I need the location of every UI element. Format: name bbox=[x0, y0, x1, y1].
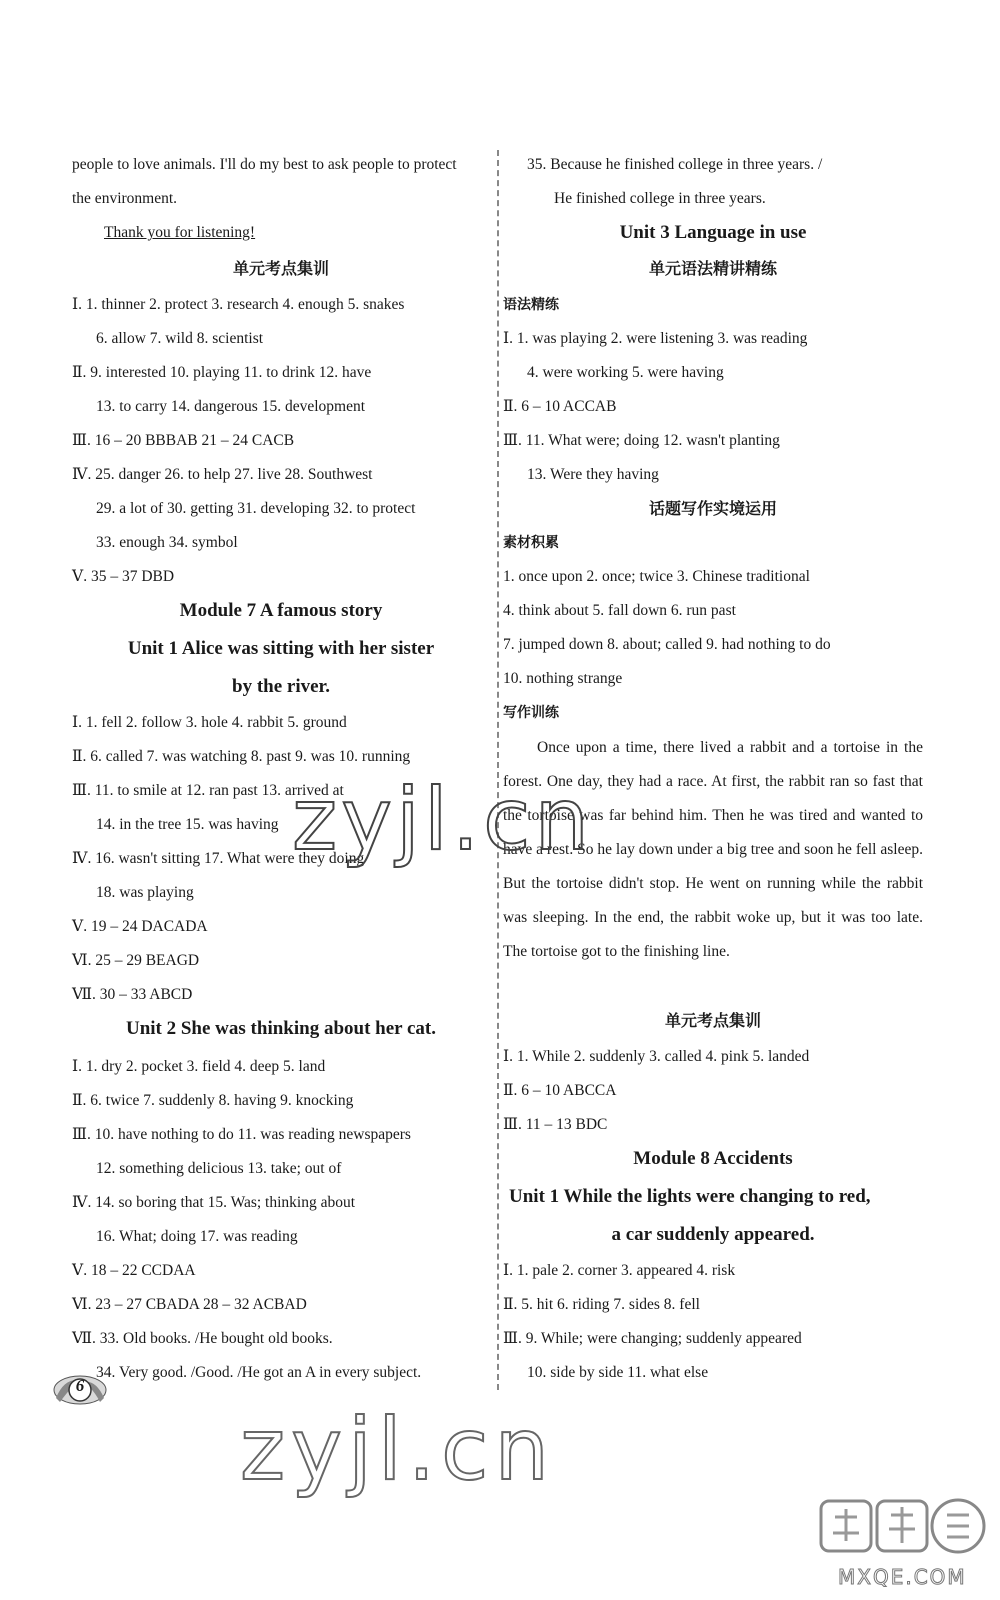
unit-heading: Unit 1 While the lights were changing to red, bbox=[509, 1186, 871, 1207]
answer-line: Ⅲ. 11. What were; doing 12. wasn't planting bbox=[503, 432, 780, 449]
answer-line: 1. once upon 2. once; twice 3. Chinese traditional bbox=[503, 568, 810, 585]
answer-line: Ⅱ. 6. called 7. was watching 8. past 9. was 10. running bbox=[72, 748, 411, 765]
subsection-title: 素材积累 bbox=[503, 535, 559, 551]
answer-line: Ⅱ. 6. twice 7. suddenly 8. having 9. knocking bbox=[72, 1092, 354, 1109]
module-heading: Module 8 Accidents bbox=[633, 1148, 793, 1169]
subsection-title: 写作训练 bbox=[503, 705, 559, 721]
answer-line: 35. Because he finished college in three years. / bbox=[527, 156, 823, 173]
answer-line: 6. allow 7. wild 8. scientist bbox=[96, 330, 264, 347]
answer-line: 29. a lot of 30. getting 31. developing 32. to protect bbox=[96, 500, 416, 517]
answer-line: Ⅰ. 1. While 2. suddenly 3. called 4. pink 5. landed bbox=[503, 1048, 810, 1065]
answer-line: 4. were working 5. were having bbox=[527, 364, 724, 381]
unit-heading: Unit 3 Language in use bbox=[619, 222, 807, 243]
answer-line: Ⅰ. 1. thinner 2. protect 3. research 4. enough 5. snakes bbox=[72, 296, 405, 313]
unit-heading-cont: a car suddenly appeared. bbox=[611, 1224, 815, 1245]
unit-heading: Unit 2 She was thinking about her cat. bbox=[125, 1018, 437, 1039]
answer-line: Ⅰ. 1. dry 2. pocket 3. field 4. deep 5. land bbox=[72, 1058, 326, 1075]
module-heading: Module 7 A famous story bbox=[179, 600, 383, 621]
answer-line: 14. in the tree 15. was having bbox=[96, 816, 279, 833]
answer-line: 18. was playing bbox=[96, 884, 194, 901]
page-number-badge bbox=[50, 1368, 110, 1408]
answer-line: Ⅳ. 14. so boring that 15. Was; thinking about bbox=[72, 1194, 356, 1211]
answer-line: Ⅰ. 1. pale 2. corner 3. appeared 4. risk bbox=[503, 1262, 736, 1279]
answer-line: Ⅶ. 30 – 33 ABCD bbox=[72, 986, 193, 1003]
answer-line: 10. nothing strange bbox=[503, 670, 623, 687]
answer-line: Ⅴ. 35 – 37 DBD bbox=[72, 568, 175, 585]
watermark-text: zyjl.cn bbox=[240, 1400, 555, 1500]
intro-line: the environment. bbox=[72, 190, 178, 207]
answer-line: 13. Were they having bbox=[527, 466, 659, 483]
answer-line: Ⅱ. 5. hit 6. riding 7. sides 8. fell bbox=[503, 1296, 700, 1313]
section-title: 话题写作实境运用 bbox=[648, 499, 777, 518]
answer-line: Ⅱ. 6 – 10 ABCCA bbox=[503, 1082, 617, 1099]
unit-heading-cont: by the river. bbox=[232, 676, 330, 697]
answer-line: Ⅳ. 16. wasn't sitting 17. What were they doing bbox=[72, 850, 365, 867]
answer-line: Ⅴ. 19 – 24 DACADA bbox=[72, 918, 208, 935]
section-title: 单元考点集训 bbox=[664, 1011, 761, 1030]
intro-closing: Thank you for listening! bbox=[104, 224, 256, 241]
answer-line: 12. something delicious 13. take; out of bbox=[96, 1160, 342, 1177]
answer-line: Ⅳ. 25. danger 26. to help 27. live 28. Southwest bbox=[72, 466, 373, 483]
intro-line: people to love animals. I'll do my best to ask people to protect bbox=[72, 156, 457, 173]
section-title: 单元考点集训 bbox=[232, 259, 329, 278]
answer-line: 4. think about 5. fall down 6. run past bbox=[503, 602, 736, 619]
answer-line: Ⅴ. 18 – 22 CCDAA bbox=[72, 1262, 196, 1279]
answer-line: 10. side by side 11. what else bbox=[527, 1364, 709, 1381]
answer-line: He finished college in three years. bbox=[554, 190, 766, 207]
page-number: 6 bbox=[75, 1376, 85, 1395]
answer-line: Ⅱ. 6 – 10 ACCAB bbox=[503, 398, 617, 415]
answer-line: Ⅲ. 16 – 20 BBBAB 21 – 24 CACB bbox=[72, 432, 295, 449]
answer-line: 34. Very good. /Good. /He got an A in every subject. bbox=[96, 1364, 422, 1381]
answer-line: 7. jumped down 8. about; called 9. had nothing to do bbox=[503, 636, 831, 653]
answer-line: Ⅲ. 11 – 13 BDC bbox=[503, 1116, 608, 1133]
answer-line: 13. to carry 14. dangerous 15. development bbox=[96, 398, 366, 415]
answer-line: Ⅰ. 1. was playing 2. were listening 3. was reading bbox=[503, 330, 808, 347]
watermark-logo-text: MXQE.COM bbox=[838, 1565, 967, 1589]
sample-essay: Once upon a time, there lived a rabbit and a tortoise in the forest. One day, they had a race. At first, the rabbit ran so fast that the tortoise was far behind him. Then he was tired and wanted to have a rest. So he lay down under a big tree and soon he fell asleep. But the tortoise didn't stop. He went on running while the rabbit was sleeping. In the end, the rabbit woke up, but it was too late. The tortoise got to the finishing line. bbox=[503, 739, 923, 960]
section-title: 单元语法精讲精练 bbox=[648, 259, 777, 278]
answer-line: Ⅲ. 9. While; were changing; suddenly appeared bbox=[503, 1330, 802, 1347]
answer-line: Ⅱ. 9. interested 10. playing 11. to drink 12. have bbox=[72, 364, 372, 381]
subsection-title: 语法精练 bbox=[503, 297, 559, 313]
answer-line: Ⅲ. 11. to smile at 12. ran past 13. arrived at bbox=[72, 782, 344, 799]
answer-line: Ⅲ. 10. have nothing to do 11. was reading newspapers bbox=[72, 1126, 411, 1143]
answer-line: Ⅶ. 33. Old books. /He bought old books. bbox=[72, 1330, 333, 1347]
answer-line: Ⅰ. 1. fell 2. follow 3. hole 4. rabbit 5. ground bbox=[72, 714, 347, 731]
answer-line: 33. enough 34. symbol bbox=[96, 534, 238, 551]
answer-line: Ⅵ. 23 – 27 CBADA 28 – 32 ACBAD bbox=[72, 1296, 307, 1313]
answer-line: 16. What; doing 17. was reading bbox=[96, 1228, 298, 1245]
answer-line: Ⅵ. 25 – 29 BEAGD bbox=[72, 952, 200, 969]
unit-heading: Unit 1 Alice was sitting with her sister bbox=[127, 638, 435, 659]
watermark-text: zyjl.cn bbox=[292, 770, 593, 870]
